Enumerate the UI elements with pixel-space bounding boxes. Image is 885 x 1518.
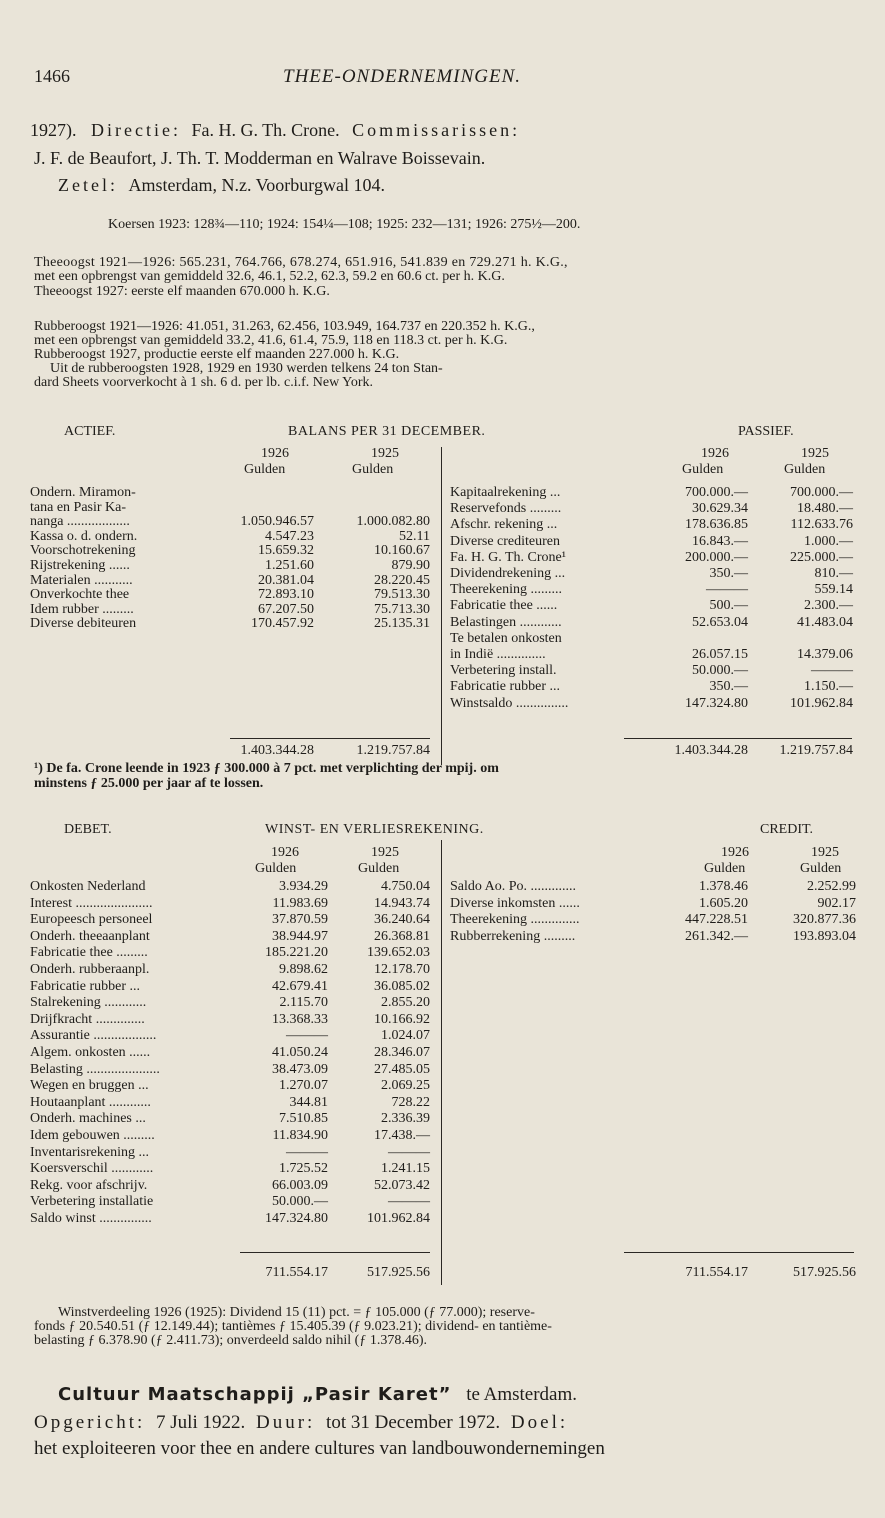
balans-left-row-value-1: 67.207.50 [258,601,314,617]
balans-right-row-label: Diverse crediteuren [450,533,560,549]
balans-right-row-value-2: 810.— [814,566,853,581]
balans-right-year2: 1925 [801,446,829,461]
winst-left-row-value-2: 2.336.39 [381,1111,430,1127]
winst-left-row-value-1: 41.050.24 [272,1045,328,1060]
winst-right-row-value-2: 902.17 [817,895,856,911]
balans-right-row-value-1: 350.— [709,679,748,695]
balans-left-row-value-2: 52.11 [399,528,430,544]
winst-left-row-value-2: 36.085.02 [374,978,430,994]
winst-left-row-value-2: 28.346.07 [374,1045,430,1060]
balans-left-row-label: nanga .................. [30,514,130,530]
winst-left-row-label: Idem gebouwen ......... [30,1128,155,1143]
balans-left-row-value-1: 20.381.04 [258,572,314,588]
oogst-line-5: met een opbrengst van gemiddeld 33.2, 41.6, 61.4, 75.9, 118 en 118.3 ct. per h. K.G. [34,333,508,348]
balans-left-year1: 1926 [261,446,289,461]
winst-left-row-value-2: 4.750.04 [381,879,430,894]
winst-left-row-label: Houtaanplant ............ [30,1094,151,1110]
balans-right-row-value-2: 18.480.— [797,501,853,517]
winst-left-row-label: Fabricatie thee ......... [30,945,148,961]
balans-passief-label: PASSIEF. [738,424,794,439]
balans-footnote-2: minstens ƒ 25.000 per jaar af te lossen. [34,776,264,791]
balans-right-row-value-2: ——— [811,663,853,679]
balans-right-row-label: Dividendrekening ... [450,566,566,581]
balans-left-row-value-1: 72.893.10 [258,587,314,603]
duur-label: Duur: [255,1412,316,1433]
balans-right-row-label: Kapitaalrekening ... [450,485,561,500]
winst-left-row-value-2: 12.178.70 [374,962,430,977]
company-heading [58,1384,577,1406]
directie-value: Fa. H. G. Th. Crone. [191,120,340,140]
winst-left-unit1: Gulden [255,861,297,876]
balans-footnote-1: ¹) De fa. Crone leende in 1923 ƒ 300.000 à 7 pct. met verplichting der mpij. om [34,761,499,776]
winst-right-row-value-2: 2.252.99 [807,879,856,894]
balans-right-row-value-1: 200.000.— [685,549,748,565]
winst-left-row-value-2: 10.166.92 [374,1011,430,1027]
balans-left-total-1: 1.403.344.28 [240,743,314,758]
balans-right-row-label: Fabricatie thee ...... [450,598,558,614]
balans-right-row-value-1: 350.— [709,566,748,581]
winst-left-row-value-2: 2.855.20 [381,995,430,1011]
balans-right-unit1: Gulden [682,462,724,477]
winst-left-row-label: Inventarisrekening ... [30,1144,149,1160]
winst-left-unit2: Gulden [358,861,400,876]
winst-right-row-label: Saldo Ao. Po. ............. [450,879,577,894]
winst-left-row-value-2: 14.943.74 [374,895,430,911]
winst-left-row-value-1: 9.898.62 [279,962,328,977]
winst-left-row-value-1: 11.983.69 [272,895,328,911]
balans-left-row-value-1: 1.050.946.57 [240,514,314,530]
balans-left-row-label: Diverse debiteuren [30,616,137,632]
winst-right-year2: 1925 [811,845,839,860]
koersen-line: Koersen 1923: 128¾—110; 1924: 154¼—108; 1925: 232—131; 1926: 275½—200. [108,217,581,232]
balans-left-row-value-1: 170.457.92 [251,616,314,632]
winst-left-row-label: Onderh. machines ... [30,1111,146,1127]
balans-left-row-value-1: 4.547.23 [265,528,314,544]
balans-right-row-value-1: 500.— [709,598,748,614]
winst-divider [441,840,442,1285]
balans-right-row-label: Theerekening ......... [450,582,562,598]
balans-right-row-value-2: 225.000.— [790,549,853,565]
balans-right-row-value-2: 101.962.84 [790,695,853,711]
balans-left-row-value-2: 1.000.082.80 [356,514,430,530]
winst-left-row-value-2: 36.240.64 [374,912,430,928]
balans-right-row-label: Afschr. rekening ... [450,517,558,533]
balans-right-row-value-1: 16.843.— [692,533,748,549]
balans-left-row-value-1: 1.251.60 [265,558,314,573]
intro-line-3 [58,175,385,196]
zetel-value: Amsterdam, N.z. Voorburgwal 104. [128,175,385,195]
winst-left-total-2: 517.925.56 [367,1265,430,1280]
winst-left-row-label: Stalrekening ............ [30,995,147,1011]
winst-right-row-value-1: 447.228.51 [685,912,748,928]
winst-left-total-1: 711.554.17 [265,1265,328,1280]
winst-right-total-rule [624,1252,854,1253]
winst-left-row-value-1: 11.834.90 [272,1128,328,1143]
oogst-line-1: Theeoogst 1921—1926: 565.231, 764.766, 678.274, 651.916, 541.839 en 729.271 h. K.G., [34,255,568,270]
winst-left-row-value-2: 52.073.42 [374,1177,430,1193]
verdeling-line-3: belasting ƒ 6.378.90 (ƒ 2.411.73); onverdeeld saldo nihil (ƒ 1.378.46). [34,1333,427,1348]
winst-left-row-value-1: 38.944.97 [272,928,328,944]
winst-left-row-value-2: 27.485.05 [374,1061,430,1077]
opgericht-label: Opgericht: [34,1412,146,1433]
balans-right-row-label: Belastingen ............ [450,614,562,630]
balans-right-unit2: Gulden [784,462,826,477]
oogst-line-8: dard Sheets voorverkocht à 1 sh. 6 d. per lb. c.i.f. New York. [34,375,374,390]
winst-left-row-value-1: 66.003.09 [272,1177,328,1193]
winst-left-row-label: Wegen en bruggen ... [30,1078,149,1094]
winst-left-row-value-2: 728.22 [391,1094,430,1110]
winst-right-row-label: Rubberrekening ......... [450,928,576,944]
winst-left-row-value-2: 1.241.15 [381,1161,430,1177]
winst-left-row-value-2: 1.024.07 [381,1028,430,1044]
winst-left-row-value-2: 139.652.03 [367,945,430,961]
winst-right-row-value-1: 1.605.20 [699,895,748,911]
winst-left-row-label: Rekg. voor afschrijv. [30,1177,148,1193]
winst-left-row-value-2: ——— [388,1144,430,1160]
winst-right-row-value-1: 261.342.— [685,928,748,944]
winst-left-row-value-1: 7.510.85 [279,1111,328,1127]
winst-left-row-value-1: 1.270.07 [279,1078,328,1094]
winst-left-row-value-2: 17.438.— [374,1128,430,1143]
balans-right-row-label: in Indië .............. [450,647,546,662]
balans-left-row-label: Rijstrekening ...... [30,558,130,573]
winst-right-row-label: Theerekening .............. [450,912,580,928]
winst-right-row-value-1: 1.378.46 [699,879,748,894]
oogst-line-7: Uit de rubberoogsten 1928, 1929 en 1930 werden telkens 24 ton Stan- [50,361,443,376]
page-title: THEE-ONDERNEMINGEN. [283,66,522,87]
winst-left-row-label: Europeesch personeel [30,912,153,928]
winst-left-row-value-1: 37.870.59 [272,912,328,928]
winst-left-row-value-1: 13.368.33 [272,1011,328,1027]
balans-right-row-value-2: 700.000.— [790,485,853,500]
winst-right-unit2: Gulden [800,861,842,876]
winst-left-row-label: Koersverschil ............ [30,1161,154,1177]
winst-left-row-label: Saldo winst ............... [30,1211,152,1226]
winst-left-row-value-2: 26.368.81 [374,928,430,944]
winst-left-total-rule [240,1252,430,1253]
balans-actief-label: ACTIEF. [64,424,116,439]
winst-left-row-value-1: 38.473.09 [272,1061,328,1077]
winst-right-row-label: Diverse inkomsten ...... [450,895,580,911]
company-line-3: het exploiteeren voor thee en andere cultures van landbouwondernemingen [34,1438,605,1459]
intro-line-2: J. F. de Beaufort, J. Th. T. Modderman en Walrave Boissevain. [34,148,486,168]
balans-left-row-value-2: 879.90 [391,558,430,573]
intro-line-1 [30,120,520,141]
balans-right-row-label: Fabricatie rubber ... [450,679,561,695]
winst-left-row-label: Onkosten Nederland [30,879,146,894]
winst-left-row-label: Interest ...................... [30,895,153,911]
balans-left-total-rule [230,738,430,739]
balans-left-row-label: Onverkochte thee [30,587,130,603]
oogst-line-2: met een opbrengst van gemiddeld 32.6, 46.1, 52.2, 62.3, 59.2 en 60.6 ct. per h. K.G. [34,269,505,284]
balans-left-row-label: Materialen ........... [30,572,133,588]
balans-left-row-label: tana en Pasir Ka- [30,499,127,515]
winst-left-row-label: Drijfkracht .............. [30,1011,145,1027]
winst-credit-label: CREDIT. [760,822,814,837]
winst-right-row-value-2: 193.893.04 [793,928,856,944]
balans-right-row-value-2: 1.150.— [804,679,853,695]
winst-left-row-label: Assurantie .................. [30,1028,157,1044]
oogst-line-3: Theeoogst 1927: eerste elf maanden 670.000 h. K.G. [34,284,330,299]
winst-right-row-value-2: 320.877.36 [793,912,856,928]
balans-left-row-label: Idem rubber ......... [30,601,134,617]
winst-right-total-2: 517.925.56 [793,1265,856,1280]
balans-right-row-value-1: 30.629.34 [692,501,748,517]
winst-title: WINST- EN VERLIESREKENING. [265,822,484,837]
balans-right-row-value-2: 2.300.— [804,598,853,614]
verdeling-line-1: Winstverdeeling 1926 (1925): Dividend 15 (11) pct. = ƒ 105.000 (ƒ 77.000); reserve- [58,1305,535,1320]
balans-right-row-value-2: 559.14 [814,582,853,598]
winst-left-row-value-1: ——— [286,1028,328,1044]
balans-left-row-label: Kassa o. d. ondern. [30,528,138,544]
balans-right-row-value-1: 147.324.80 [685,695,748,711]
company-location: te Amsterdam. [466,1384,577,1405]
balans-left-row-value-2: 10.160.67 [374,543,430,559]
intro-year: 1927). [30,120,77,140]
balans-left-unit1: Gulden [244,462,286,477]
company-line-2 [34,1412,568,1434]
winst-left-row-value-2: 2.069.25 [381,1078,430,1094]
balans-right-row-label: Te betalen onkosten [450,630,562,646]
balans-left-row-label: Voorschotrekening [30,543,136,559]
balans-right-row-label: Fa. H. G. Th. Crone¹ [450,549,566,565]
winst-right-year1: 1926 [721,845,749,860]
balans-right-row-label: Reservefonds ......... [450,501,562,517]
commissarissen-label: Commissarissen: [352,120,521,140]
balans-left-row-value-1: 15.659.32 [258,543,314,559]
balans-left-row-value-2: 25.135.31 [374,616,430,632]
balans-right-total-2: 1.219.757.84 [779,743,853,758]
oogst-line-6: Rubberoogst 1927, productie eerste elf maanden 227.000 h. K.G. [34,347,400,362]
balans-left-row-value-2: 79.513.30 [374,587,430,603]
verdeling-line-2: fonds ƒ 20.540.51 (ƒ 12.149.44); tantièmes ƒ 15.405.39 (ƒ 9.023.21); dividend- en tantième- [34,1319,552,1334]
balans-right-row-value-1: 26.057.15 [692,647,748,662]
winst-left-row-value-1: 1.725.52 [279,1161,328,1177]
winst-left-row-value-2: 101.962.84 [367,1211,430,1226]
winst-left-row-value-2: ——— [388,1194,430,1210]
winst-left-row-label: Fabricatie rubber ... [30,978,141,994]
winst-left-row-label: Algem. onkosten ...... [30,1045,151,1060]
balans-right-row-value-2: 112.633.76 [790,517,853,533]
winst-left-row-label: Verbetering installatie [30,1194,154,1210]
duur-value: tot 31 December 1972. [326,1412,501,1433]
opgericht-value: 7 Juli 1922. [156,1412,246,1433]
winst-left-row-value-1: 185.221.20 [265,945,328,961]
zetel-label: Zetel: [58,175,118,195]
balans-left-row-value-2: 28.220.45 [374,572,430,588]
balans-left-unit2: Gulden [352,462,394,477]
balans-right-row-label: Verbetering install. [450,663,557,679]
balans-left-total-2: 1.219.757.84 [356,743,430,758]
balans-right-row-value-1: 700.000.— [685,485,748,500]
balans-left-row-label: Ondern. Miramon- [30,485,136,500]
winst-left-row-value-1: 42.679.41 [272,978,328,994]
winst-left-row-label: Belasting ..................... [30,1061,160,1077]
winst-debet-label: DEBET. [64,822,112,837]
winst-left-row-value-1: ——— [286,1144,328,1160]
company-name: Cultuur Maatschappij „Pasir Karet” [58,1384,452,1405]
directie-label: Directie: [91,120,181,140]
balans-right-row-value-1: ——— [706,582,748,598]
balans-right-row-value-2: 1.000.— [804,533,853,549]
balans-right-row-value-1: 178.636.85 [685,517,748,533]
balans-right-row-label: Winstsaldo ............... [450,695,569,711]
winst-right-unit1: Gulden [704,861,746,876]
balans-right-row-value-2: 41.483.04 [797,614,853,630]
winst-left-year1: 1926 [271,845,299,860]
page-number: 1466 [34,66,70,86]
balans-right-total-rule [624,738,852,739]
balans-right-row-value-2: 14.379.06 [797,647,853,662]
winst-left-row-label: Onderh. rubberaanpl. [30,962,150,977]
winst-left-row-label: Onderh. theeaanplant [30,928,150,944]
balans-right-row-value-1: 52.653.04 [692,614,748,630]
winst-left-row-value-1: 3.934.29 [279,879,328,894]
balans-right-total-1: 1.403.344.28 [674,743,748,758]
winst-right-total-1: 711.554.17 [685,1265,748,1280]
doel-label: Doel: [510,1412,569,1433]
winst-left-row-value-1: 147.324.80 [265,1211,328,1226]
winst-left-row-value-1: 2.115.70 [279,995,328,1011]
oogst-line-4: Rubberoogst 1921—1926: 41.051, 31.263, 62.456, 103.949, 164.737 en 220.352 h. K.G., [34,319,535,334]
balans-left-row-value-2: 75.713.30 [374,601,430,617]
winst-left-row-value-1: 344.81 [289,1094,328,1110]
balans-title: BALANS PER 31 DECEMBER. [288,424,486,439]
balans-right-row-value-1: 50.000.— [692,663,748,679]
balans-right-year1: 1926 [701,446,729,461]
winst-left-row-value-1: 50.000.— [272,1194,328,1210]
balans-left-year2: 1925 [371,446,399,461]
balans-divider [441,447,442,765]
winst-left-year2: 1925 [371,845,399,860]
